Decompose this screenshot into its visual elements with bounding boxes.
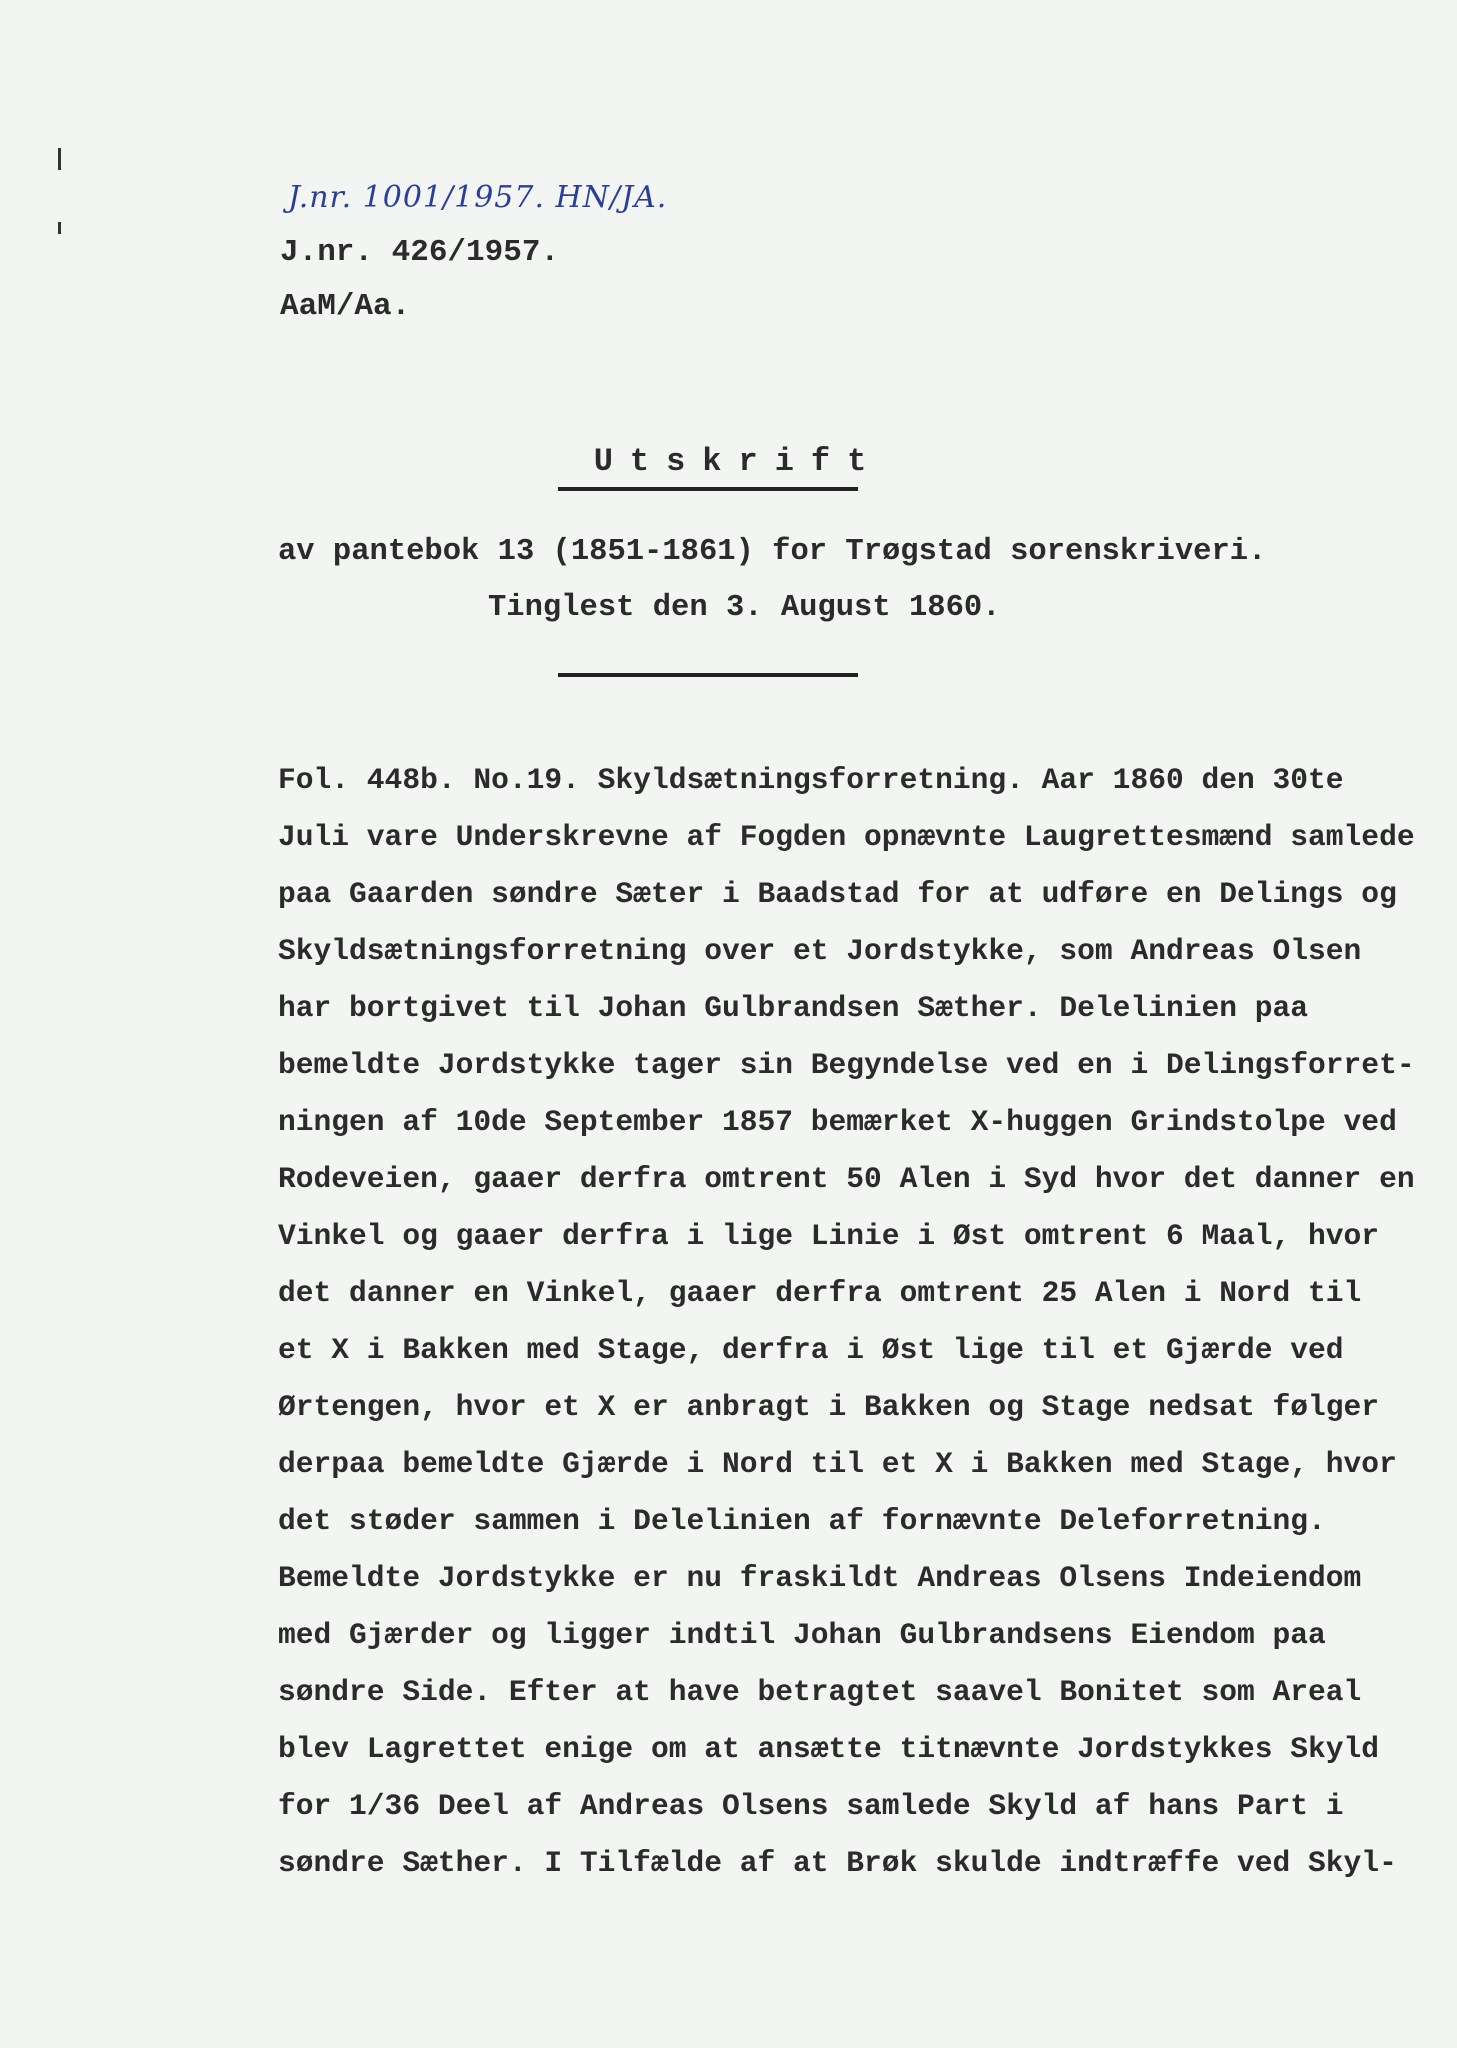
body-line: Bemeldte Jordstykke er nu fraskildt Andreas Olsens Indeiendom — [278, 1561, 1362, 1595]
body-line: ningen af 10de September 1857 bemærket X-huggen Grindstolpe ved — [278, 1105, 1397, 1139]
body-line: bemeldte Jordstykke tager sin Begyndelse ved en i Delingsforret- — [278, 1048, 1415, 1082]
document-title: Utskrift — [593, 443, 884, 480]
body-line: søndre Side. Efter at have betragtet saavel Bonitet som Areal — [278, 1675, 1362, 1709]
body-line: for 1/36 Deel af Andreas Olsens samlede Skyld af hans Part i — [278, 1789, 1344, 1823]
body-line: Skyldsætningsforretning over et Jordstykke, som Andreas Olsen — [278, 934, 1362, 968]
body-line: Fol. 448b. No.19. Skyldsætningsforretning. Aar 1860 den 30te — [278, 763, 1344, 797]
body-line: blev Lagrettet enige om at ansætte titnævnte Jordstykkes Skyld — [278, 1732, 1380, 1766]
body-line: søndre Sæther. I Tilfælde af at Brøk skulde indtræffe ved Skyl- — [278, 1846, 1397, 1880]
body-line: Vinkel og gaaer derfra i lige Linie i Øst omtrent 6 Maal, hvor — [278, 1219, 1380, 1253]
initials: AaM/Aa. — [280, 289, 411, 324]
journal-number: J.nr. 426/1957. — [280, 235, 560, 270]
title-underline — [558, 487, 858, 491]
body-line: Juli vare Underskrevne af Fogden opnævnte Laugrettesmænd samlede — [278, 820, 1415, 854]
document-subtitle: av pantebok 13 (1851-1861) for Trøgstad sorenskriveri. — [278, 535, 1267, 569]
body-line: Rodeveien, gaaer derfra omtrent 50 Alen i Syd hvor det danner en — [278, 1162, 1415, 1196]
body-line: derpaa bemeldte Gjærde i Nord til et X i Bakken med Stage, hvor — [278, 1447, 1397, 1481]
body-line: med Gjærder og ligger indtil Johan Gulbrandsens Eiendom paa — [278, 1618, 1326, 1652]
body-line: det støder sammen i Delelinien af fornævnte Deleforretning. — [278, 1504, 1326, 1538]
edge-mark — [58, 148, 61, 170]
body-line: det danner en Vinkel, gaaer derfra omtrent 25 Alen i Nord til — [278, 1276, 1362, 1310]
body-line: Ørtengen, hvor et X er anbragt i Bakken og Stage nedsat følger — [278, 1390, 1380, 1424]
body-line: et X i Bakken med Stage, derfra i Øst lige til et Gjærde ved — [278, 1333, 1344, 1367]
body-line: paa Gaarden søndre Sæter i Baadstad for at udføre en Delings og — [278, 877, 1397, 911]
edge-mark — [58, 222, 61, 234]
section-divider — [558, 673, 858, 677]
registration-date: Tinglest den 3. August 1860. — [488, 591, 1001, 625]
body-line: har bortgivet til Johan Gulbrandsen Sæther. Delelinien paa — [278, 991, 1309, 1025]
handwritten-reference: J.nr. 1001/1957. HN/JA. — [288, 180, 668, 215]
